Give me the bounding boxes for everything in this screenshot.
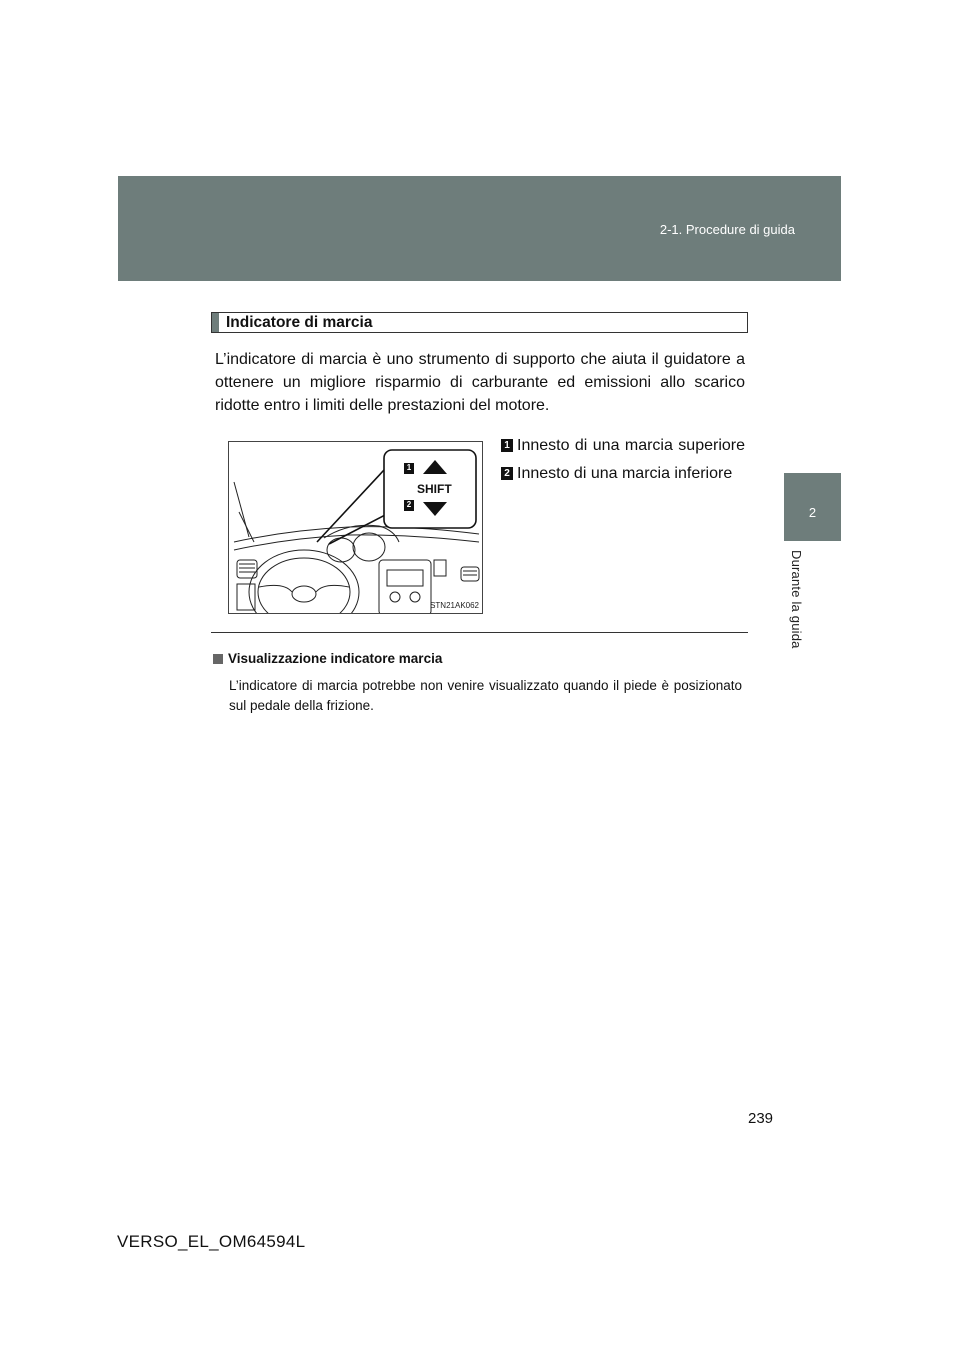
shift-label: SHIFT	[417, 482, 452, 496]
legend-item	[501, 462, 745, 485]
section-heading: Indicatore di marcia	[226, 313, 373, 331]
legend-badge-1: 1	[501, 439, 513, 452]
legend-item	[501, 434, 745, 457]
legend-text-2: Innesto di una marcia inferiore	[517, 465, 733, 482]
square-bullet-icon	[213, 654, 223, 664]
figure-legend	[501, 434, 745, 490]
heading-accent-bar	[212, 313, 219, 332]
note-heading-text: Visualizzazione indicatore marcia	[228, 651, 443, 666]
figure-code: STN21AK062	[430, 601, 479, 610]
section-heading-box	[211, 312, 748, 333]
section-title: 2-1. Procedure di guida	[659, 222, 795, 237]
note-body: L’indicatore di marcia potrebbe non venire visualizzato quando il piede è posizionato sul pedale della frizione.	[229, 678, 742, 713]
chapter-tab	[784, 473, 841, 541]
figure-badge-1: 1	[406, 463, 412, 472]
chapter-label: Durante la guida	[789, 550, 804, 649]
note-heading	[213, 651, 442, 666]
legend-text-1: Innesto di una marcia superiore	[517, 437, 745, 454]
figure-badge-2: 2	[406, 500, 412, 509]
dashboard-drawing	[229, 442, 483, 614]
footer-code: VERSO_EL_OM64594L	[117, 1232, 306, 1251]
intro-paragraph: L’indicatore di marcia è uno strumento di supporto che aiuta il guidatore a ottenere un migliore risparmio di carburante ed emissioni allo scarico ridotte entro i limiti delle prestazioni del motore.	[215, 351, 745, 414]
header-band	[118, 176, 841, 281]
chapter-number: 2	[808, 505, 817, 520]
dashboard-illustration	[228, 441, 483, 614]
section-divider	[211, 632, 748, 633]
page-number: 239	[748, 1110, 774, 1127]
legend-badge-2: 2	[501, 467, 513, 480]
